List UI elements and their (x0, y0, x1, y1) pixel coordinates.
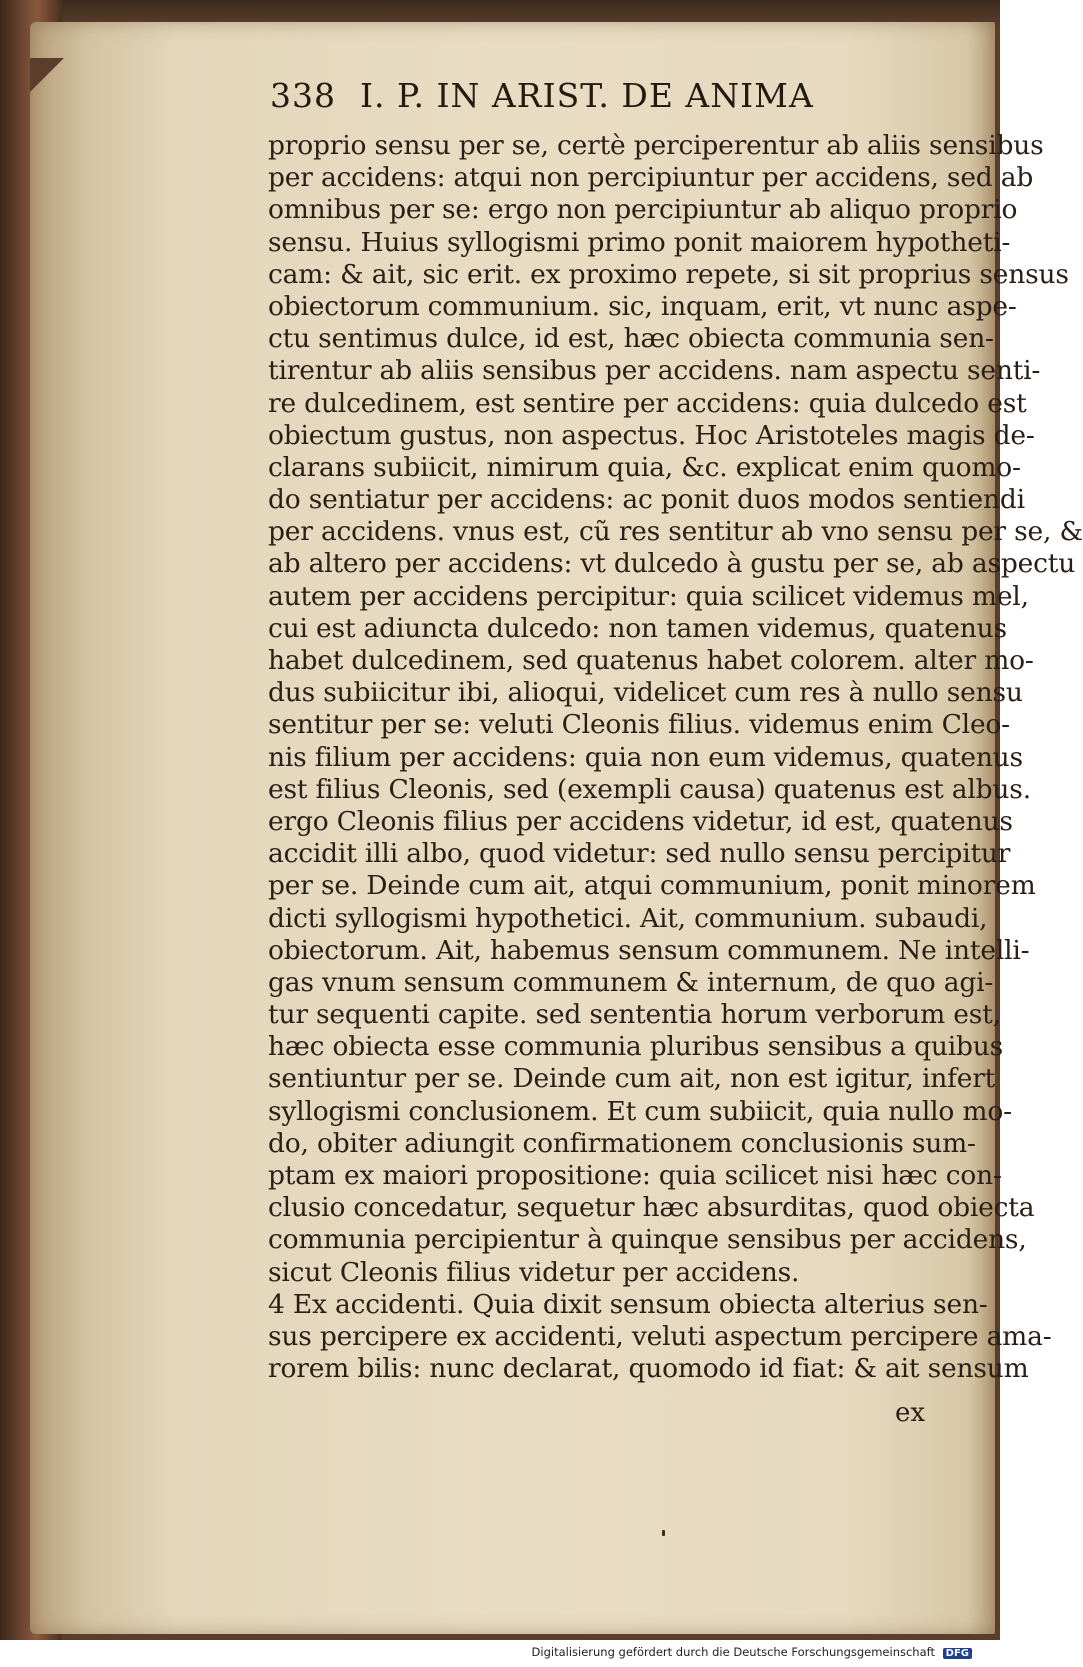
text-line: 4 Ex accidenti. Quia dixit sensum obiecta alterius sen- (268, 1288, 988, 1320)
text-line: hæc obiecta esse communia pluribus sensibus a quibus (268, 1031, 1004, 1063)
text-line: sentiuntur per se. Deinde cum ait, non est igitur, infert (268, 1063, 996, 1095)
text-line: dicti syllogismi hypothetici. Ait, communium. subaudi, (268, 902, 988, 934)
page-number: 338 (270, 76, 336, 115)
text-line: sicut Cleonis filius videtur per accidens. (268, 1256, 800, 1288)
running-head: I. P. IN ARIST. DE ANIMA (360, 76, 814, 115)
digitization-footer (0, 1640, 1000, 1667)
footer-credit-text: Digitalisierung gefördert durch die Deutsche Forschungsgemeinschaft (531, 1645, 935, 1659)
text-line: re dulcedinem, est sentire per accidens: quia dulcedo est (268, 387, 1027, 419)
text-line: proprio sensu per se, certè perciperentur ab aliis sensibus (268, 130, 1044, 161)
text-line: per accidens. vnus est, cũ res sentitur ab vno sensu per se, & (268, 516, 1083, 548)
text-line: communia percipientur à quinque sensibus per accidens, (268, 1224, 1027, 1256)
text-line: syllogismi conclusionem. Et cum subiicit, quia nullo mo- (268, 1095, 1012, 1127)
text-line: accidit illi albo, quod videtur: sed nullo sensu percipitur (268, 838, 1011, 870)
text-line: rorem bilis: nunc declarat, quomodo id fiat: & ait sensum (268, 1353, 1029, 1385)
text-line: sentitur per se: veluti Cleonis filius. videmus enim Cleo- (268, 709, 1010, 741)
text-line: clarans subiicit, nimirum quia, &c. explicat enim quomo- (268, 451, 1021, 483)
text-line: ergo Cleonis filius per accidens videtur, id est, quatenus (268, 805, 1013, 837)
text-line: tirentur ab aliis sensibus per accidens. nam aspectu senti- (268, 355, 1041, 387)
text-line: omnibus per se: ergo non percipiuntur ab aliquo proprio (268, 194, 1018, 226)
text-line: gas vnum sensum communem & internum, de quo agi- (268, 966, 994, 998)
text-line: do, obiter adiungit confirmationem conclusionis sum- (268, 1127, 976, 1159)
body-text (268, 130, 1083, 1385)
text-line: cui est adiuncta dulcedo: non tamen videmus, quatenus (268, 612, 1007, 644)
text-line: est filius Cleonis, sed (exempli causa) quatenus est albus. (268, 773, 1031, 805)
text-line: ctu sentimus dulce, id est, hæc obiecta communia sen- (268, 323, 994, 355)
catchword: ex (895, 1398, 926, 1428)
ink-mark (662, 1530, 665, 1536)
dfg-logo: DFG (943, 1648, 972, 1659)
footer-credit (532, 1645, 972, 1659)
page-header (270, 76, 830, 126)
text-line: do sentiatur per accidens: ac ponit duos modos sentiendi (268, 484, 1025, 516)
text-line: sensu. Huius syllogismi primo ponit maiorem hypotheti- (268, 226, 1011, 258)
text-line: obiectum gustus, non aspectus. Hoc Aristoteles magis de- (268, 419, 1035, 451)
text-line: nis filium per accidens: quia non eum videmus, quatenus (268, 741, 1023, 773)
text-line: dus subiicitur ibi, alioqui, videlicet cum res à nullo sensu (268, 677, 1023, 709)
text-line: ab altero per accidens: vt dulcedo à gustu per se, ab aspectu (268, 548, 1076, 580)
text-line: per se. Deinde cum ait, atqui communium, ponit minorem (268, 870, 1036, 902)
text-line: autem per accidens percipitur: quia scilicet videmus mel, (268, 580, 1029, 612)
text-line: tur sequenti capite. sed sententia horum verborum est, (268, 999, 1001, 1031)
text-line: clusio concedatur, sequetur hæc absurditas, quod obiecta (268, 1192, 1035, 1224)
text-line: obiectorum communium. sic, inquam, erit, vt nunc aspe- (268, 290, 1017, 322)
page-corner-damage (30, 58, 64, 92)
text-line: obiectorum. Ait, habemus sensum communem. Ne intelli- (268, 934, 1030, 966)
text-line: habet dulcedinem, sed quatenus habet colorem. alter mo- (268, 645, 1034, 676)
text-line: per accidens: atqui non percipiuntur per accidens, sed ab (268, 162, 1034, 194)
text-line: cam: & ait, sic erit. ex proximo repete, si sit proprius sensus (268, 258, 1069, 290)
text-line: sus percipere ex accidenti, veluti aspectum percipere ama- (268, 1320, 1052, 1352)
text-line: ptam ex maiori propositione: quia scilicet nisi hæc con- (268, 1160, 1002, 1191)
